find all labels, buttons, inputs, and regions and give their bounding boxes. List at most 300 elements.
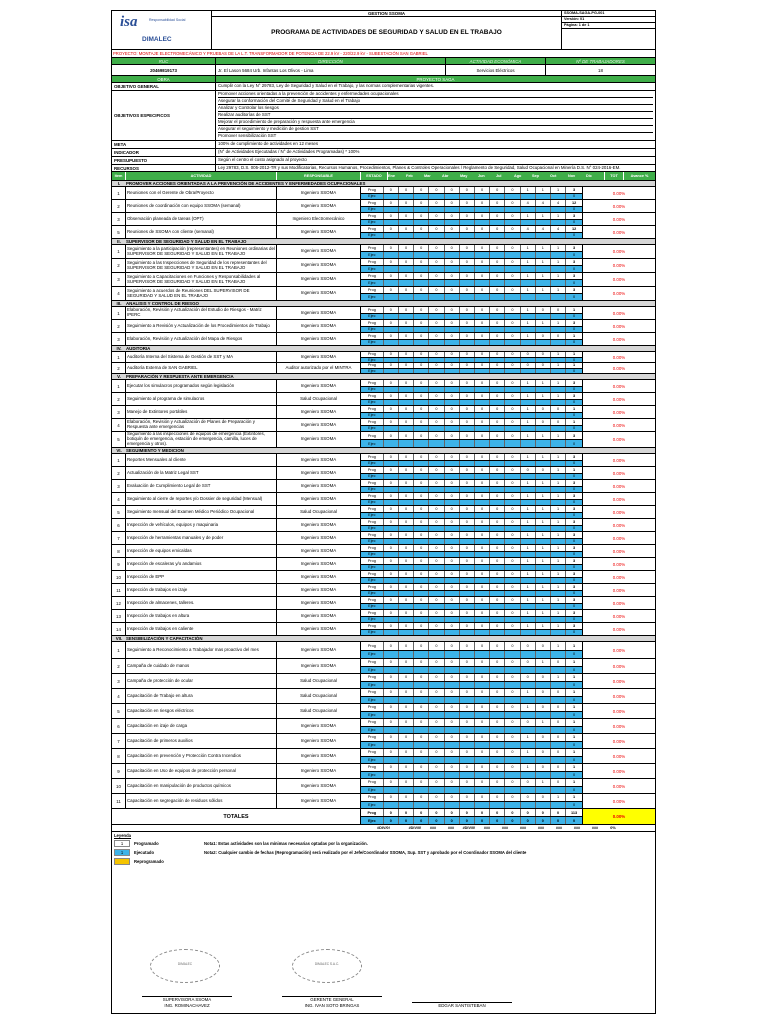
month-value: 0 [505,591,520,597]
section-number: III. [116,301,122,306]
month-value: 0 [551,742,566,749]
row-total: 0 [573,652,576,657]
month-value: 0 [536,642,551,650]
month-value: 0 [460,194,475,200]
month-value: 0 [505,712,520,719]
month-value: 0 [399,545,414,551]
schedule-grid [361,454,583,466]
month-value: 0 [414,651,429,659]
month-value: 0 [384,280,399,286]
month-value: 1 [551,532,566,538]
month-value: 0 [521,659,536,666]
month-value: 0 [490,207,505,213]
month-value: 0 [505,340,520,346]
month-value: 0 [399,406,414,412]
activity-name: Seguimiento al programa de simulacros [126,393,277,405]
row-total: 12 [571,200,577,205]
month-value: 0 [490,259,505,265]
activity-name: Reuniones con el Gerente de Obra/Proyecto [126,187,277,199]
month-value: 0 [414,440,429,447]
responsible: Ingeniero SSOMA [277,642,361,658]
month-value: 0 [445,651,460,659]
row-total: 1 [573,406,576,411]
month-value: 0 [521,426,536,432]
month-value: 0 [460,487,475,493]
month-value: 0 [505,779,520,786]
month-value: 0 [429,474,444,480]
month-value: 0 [429,500,444,506]
month-value: 0 [460,419,475,425]
month-value: 0 [384,200,399,206]
month-value: 0 [429,487,444,493]
row-total: 0 [573,513,576,518]
month-value: 0 [429,794,444,801]
month-value: 0 [536,387,551,393]
month-value: 0 [490,617,505,623]
month-value: 0 [551,220,566,226]
month-total: 0 [475,817,490,824]
schedule-grid [361,571,583,583]
ejec-line [361,604,582,610]
section-number: IV. [116,346,122,351]
responsible: Ingeniero SSOMA [277,532,361,544]
month-value: 0 [429,333,444,339]
row-number: 2 [112,659,126,673]
month-value: 0 [475,474,490,480]
month-value: 0 [384,194,399,200]
month-value: 0 [399,667,414,674]
month-value: 0 [505,454,520,460]
responsible: Ingeniero SSOMA [277,320,361,332]
month-value: 0 [490,380,505,386]
row-total: 0 [573,233,576,238]
month-value: 0 [460,682,475,689]
month-value: 0 [460,220,475,226]
month-value: 0 [521,327,536,333]
month-value: 0 [445,552,460,558]
month-value: 0 [551,617,566,623]
month-value: 0 [475,565,490,571]
info-line: Asegurar la conformación del Comité de Seguridad y Salud en el Trabajo [218,98,653,105]
month-value: 0 [460,532,475,538]
month-value: 0 [490,480,505,486]
schedule-grid [361,259,583,272]
advance-percent: 0.00% [612,522,626,528]
month-value: 0 [399,307,414,313]
responsible: Ingeniero SSOMA [277,764,361,778]
month-value: 1 [521,406,536,412]
month-value: 0 [384,552,399,558]
status-label: Prog [361,809,384,816]
month-value: 0 [460,719,475,726]
month-value: 0 [475,604,490,610]
month-value: 0 [505,642,520,650]
month-value: 0 [505,273,520,279]
month-value: 0 [490,532,505,538]
month-value: 0 [384,630,399,636]
ejec-line [361,712,582,719]
status-label: Prog [361,454,384,460]
month-value: 0 [414,280,429,286]
month-value: 0 [490,604,505,610]
table-row [112,393,655,406]
ruc-header: RUC [112,58,216,64]
month-value: 0 [521,565,536,571]
responsible: Ingeniero SSOMA [277,245,361,258]
month-value: 0 [505,480,520,486]
ejec-line [361,772,582,779]
schedule-grid [361,320,583,332]
month-value: 0 [414,314,429,320]
month-value: 0 [505,493,520,499]
month-value: 0 [445,406,460,412]
month-value: 0 [460,734,475,741]
advance-percent: 0.00% [612,422,626,428]
month-value: 1 [536,432,551,439]
ejec-line [361,280,582,286]
month-value: 0 [460,226,475,232]
row-number: 2 [112,393,126,405]
row-total: 0 [573,565,576,570]
month-value: 0 [414,461,429,467]
month-value: 0 [445,432,460,439]
month-value: 0 [521,667,536,674]
month-value: 0 [399,333,414,339]
month-value: 0 [445,393,460,399]
month-value: 0 [551,667,566,674]
month-value: 0 [536,689,551,696]
row-total: 0 [573,552,576,557]
month-value: 0 [490,651,505,659]
status-label: Ejec [361,400,384,406]
month-value: 0 [536,742,551,749]
month-value: 0 [490,194,505,200]
month-value: 1 [521,749,536,756]
status-label: Ejec [361,500,384,506]
month-value: 0 [414,226,429,232]
percent-value: #DIV/0! [408,826,422,830]
month-value: 1 [551,597,566,603]
month-value: 0 [414,413,429,419]
month-total: 0 [521,817,536,824]
month-value: 1 [551,506,566,512]
activity-name: Inspección de vehículos, equipos y maquinaria [126,519,277,531]
status-label: Prog [361,764,384,771]
month-value: 0 [490,440,505,447]
month-value: 0 [460,327,475,333]
row-number: 2 [112,363,126,373]
status-label: Prog [361,480,384,486]
activity-name: Capacitación de primeros auxilios [126,734,277,748]
month-value: 4 [521,226,536,232]
month-value: 0 [445,352,460,357]
month-value: 0 [551,333,566,339]
month-value: 0 [445,682,460,689]
activity-name: Manejo de Extintores portátiles [126,406,277,418]
row-total: 1 [573,643,576,648]
activity-name: Actualización de la Matriz Legal SST [126,467,277,479]
month-value: 0 [429,682,444,689]
month-value: 1 [551,363,566,368]
advance-percent: 0.00% [612,229,626,235]
month-value: 0 [536,233,551,239]
month-value: 0 [445,487,460,493]
month-value: 0 [505,552,520,558]
month-value: 0 [445,461,460,467]
month-value: 0 [490,406,505,412]
month-value: 0 [460,712,475,719]
month-value: 0 [536,651,551,659]
month-value: 0 [551,513,566,519]
month-value: 0 [505,623,520,629]
schedule-grid [361,558,583,570]
month-value: 0 [429,545,444,551]
program-sheet [111,10,656,1014]
row-number: 1 [112,454,126,466]
activity-name: Seguimiento a las inspecciones de equipos de emergencia (Extintores, botiquín de emergencia, estación de emergencia, camilla, luces de emergencia y otros). [126,432,277,447]
month-value: 0 [475,674,490,681]
row-total: 3 [573,610,576,615]
ejec-line [361,387,582,393]
row-total: 0 [573,295,576,299]
month-value: 1 [521,454,536,460]
responsible: Ingeniero SSOMA [277,406,361,418]
activity-name: Seguimiento a acuerdos de Reuniones DEL SUPERVISOR DE SEGURIDAD Y SALUD EN EL TRABAJO [126,287,277,300]
month-value: 0 [475,233,490,239]
month-value: 0 [536,307,551,313]
month-value: 0 [490,413,505,419]
month-value: 0 [429,340,444,346]
month-value: 0 [460,294,475,300]
advance-percent: 0.00% [612,365,626,371]
month-value: 0 [460,252,475,258]
signature-role: GERENTE GENERAL [310,997,354,1002]
prog-line [361,659,582,667]
month-value: 0 [399,358,414,363]
month-value: 0 [460,757,475,764]
row-total: 1 [573,765,576,770]
month-value: 0 [505,213,520,219]
table-row [112,320,655,333]
ejec-line [361,474,582,480]
month-value: 0 [475,413,490,419]
month-value: 0 [536,539,551,545]
advance-percent: 0.00% [612,708,626,714]
status-label: Prog [361,333,384,339]
month-value: 0 [475,757,490,764]
row-total: 0 [573,712,576,717]
month-value: 0 [460,802,475,809]
month-value: 1 [536,623,551,629]
month-value: 0 [399,213,414,219]
status-label: Ejec [361,539,384,545]
month-value: 0 [551,689,566,696]
month-value: 0 [475,493,490,499]
month-value: 0 [521,642,536,650]
status-label: Prog [361,532,384,538]
row-number: 6 [112,719,126,733]
month-value: 0 [460,617,475,623]
month-value: 1 [551,213,566,219]
month-value: 0 [475,704,490,711]
month-value: 0 [551,727,566,734]
month-value: 0 [445,604,460,610]
responsible: Salud Ocupacional [277,689,361,703]
month-value: 0 [536,565,551,571]
page-title: PROGRAMA DE ACTIVIDADES DE SEGURIDAD Y SALUD EN EL TRABAJO [271,29,502,36]
month-value: 0 [536,749,551,756]
legend-title: Leyenda [114,833,131,838]
month-value: 0 [490,280,505,286]
month-value: 0 [505,187,520,193]
month-value: 0 [505,526,520,532]
month-value: 0 [384,526,399,532]
month-value: 0 [399,393,414,399]
info-values [216,157,655,164]
status-label: Ejec [361,207,384,213]
advance-percent: 0.00% [612,626,626,632]
month-value: 0 [475,571,490,577]
row-number: 3 [112,480,126,492]
row-total: 0 [573,220,576,225]
month-value: 0 [429,287,444,293]
month-total: 0 [429,817,444,824]
legend-label-reprogramado: Reprogramado [134,859,164,864]
month-total: 0 [445,817,460,824]
activity-name: Capacitación en izaje de carga [126,719,277,733]
month-value: 1 [536,506,551,512]
errs-spacer [112,825,361,831]
month-value: 0 [490,719,505,726]
status-label: Prog [361,363,384,368]
month-value: 0 [399,802,414,809]
month-value: 1 [536,493,551,499]
month-value: 0 [551,194,566,200]
month-value: 1 [536,719,551,726]
row-number: 12 [112,597,126,609]
month-value: 1 [521,704,536,711]
row-number: 4 [112,689,126,703]
month-value: 0 [505,704,520,711]
prog-line [361,704,582,712]
month-value: 0 [429,526,444,532]
month-value: 0 [384,689,399,696]
month-total: 0 [429,809,444,816]
month-value: 0 [475,245,490,251]
status-label: Ejec [361,266,384,272]
month-value: 0 [445,704,460,711]
month-value: 0 [475,659,490,666]
month-value: 0 [521,220,536,226]
month-value: 0 [445,233,460,239]
month-value: 0 [505,333,520,339]
month-value: 0 [399,194,414,200]
month-value: 0 [399,552,414,558]
row-total: 0 [573,667,576,672]
row-total: 0 [573,253,576,257]
status-label: Prog [361,704,384,711]
obra-label: OBRA [112,76,216,82]
month-value: 0 [551,307,566,313]
status-label: Prog [361,393,384,399]
month-value: 0 [505,772,520,779]
month-value: 0 [490,233,505,239]
month-value: 0 [399,273,414,279]
month-value: 0 [505,667,520,674]
month-value: 0 [429,400,444,406]
month-value: 0 [521,280,536,286]
month-value: 0 [445,513,460,519]
month-value: 0 [475,352,490,357]
month-value: 0 [460,387,475,393]
row-number: 2 [112,200,126,212]
month-value: 0 [521,461,536,467]
month-value: 0 [490,704,505,711]
month-value: 0 [384,794,399,801]
signature-name: ING. ROMINACHAVEZ [164,1003,210,1008]
info-values [216,149,655,156]
month-value: 0 [551,294,566,300]
month-value: 0 [505,294,520,300]
advance-percent: 0.00% [612,409,626,415]
responsible: Ingeniero SSOMA [277,480,361,492]
month-value: 1 [551,674,566,681]
month-value: 0 [399,704,414,711]
month-value: 0 [490,787,505,794]
month-value: 0 [505,727,520,734]
responsible: Ingeniero SSOMA [277,749,361,763]
month-value: 0 [414,610,429,616]
row-number: 7 [112,734,126,748]
month-total: 0 [551,809,566,816]
month-value: 0 [536,526,551,532]
row-total: 1 [573,690,576,695]
status-label: Ejec [361,327,384,333]
month-value: 0 [521,400,536,406]
month-value: 0 [490,363,505,368]
month-value: 1 [521,380,536,386]
month-total: 0 [384,809,399,816]
month-value: 0 [551,539,566,545]
month-value: 0 [414,454,429,460]
ejec-line [361,194,582,200]
schedule-grid [361,519,583,531]
month-value: 0 [445,674,460,681]
row-total: 1 [573,780,576,785]
month-value: 0 [505,682,520,689]
month-value: 0 [399,630,414,636]
month-value: 0 [399,642,414,650]
month-value: 0 [399,513,414,519]
status-label: Prog [361,213,384,219]
month-value: 0 [399,426,414,432]
prog-line [361,719,582,727]
month-value: 0 [429,200,444,206]
prog-line [361,245,582,252]
project-line: PROYECTO: MONTAJE ELECTROMECÁNICO Y PRUEBAS DE LA L.T. TRANSFORMADOR DE POTENCIA DE 22.9 kV - 220/22.9 kV - SUBESTACIÓN SAN GABRIEL [112,50,655,58]
month-value: 0 [399,500,414,506]
month-value: 1 [551,480,566,486]
month-value: 0 [429,461,444,467]
table-row [112,519,655,532]
table-row [112,719,655,734]
month-value: 0 [414,233,429,239]
row-total: 3 [573,584,576,589]
month-value: 0 [384,727,399,734]
month-value: 0 [445,273,460,279]
month-value: 4 [551,200,566,206]
month-value: 0 [445,220,460,226]
